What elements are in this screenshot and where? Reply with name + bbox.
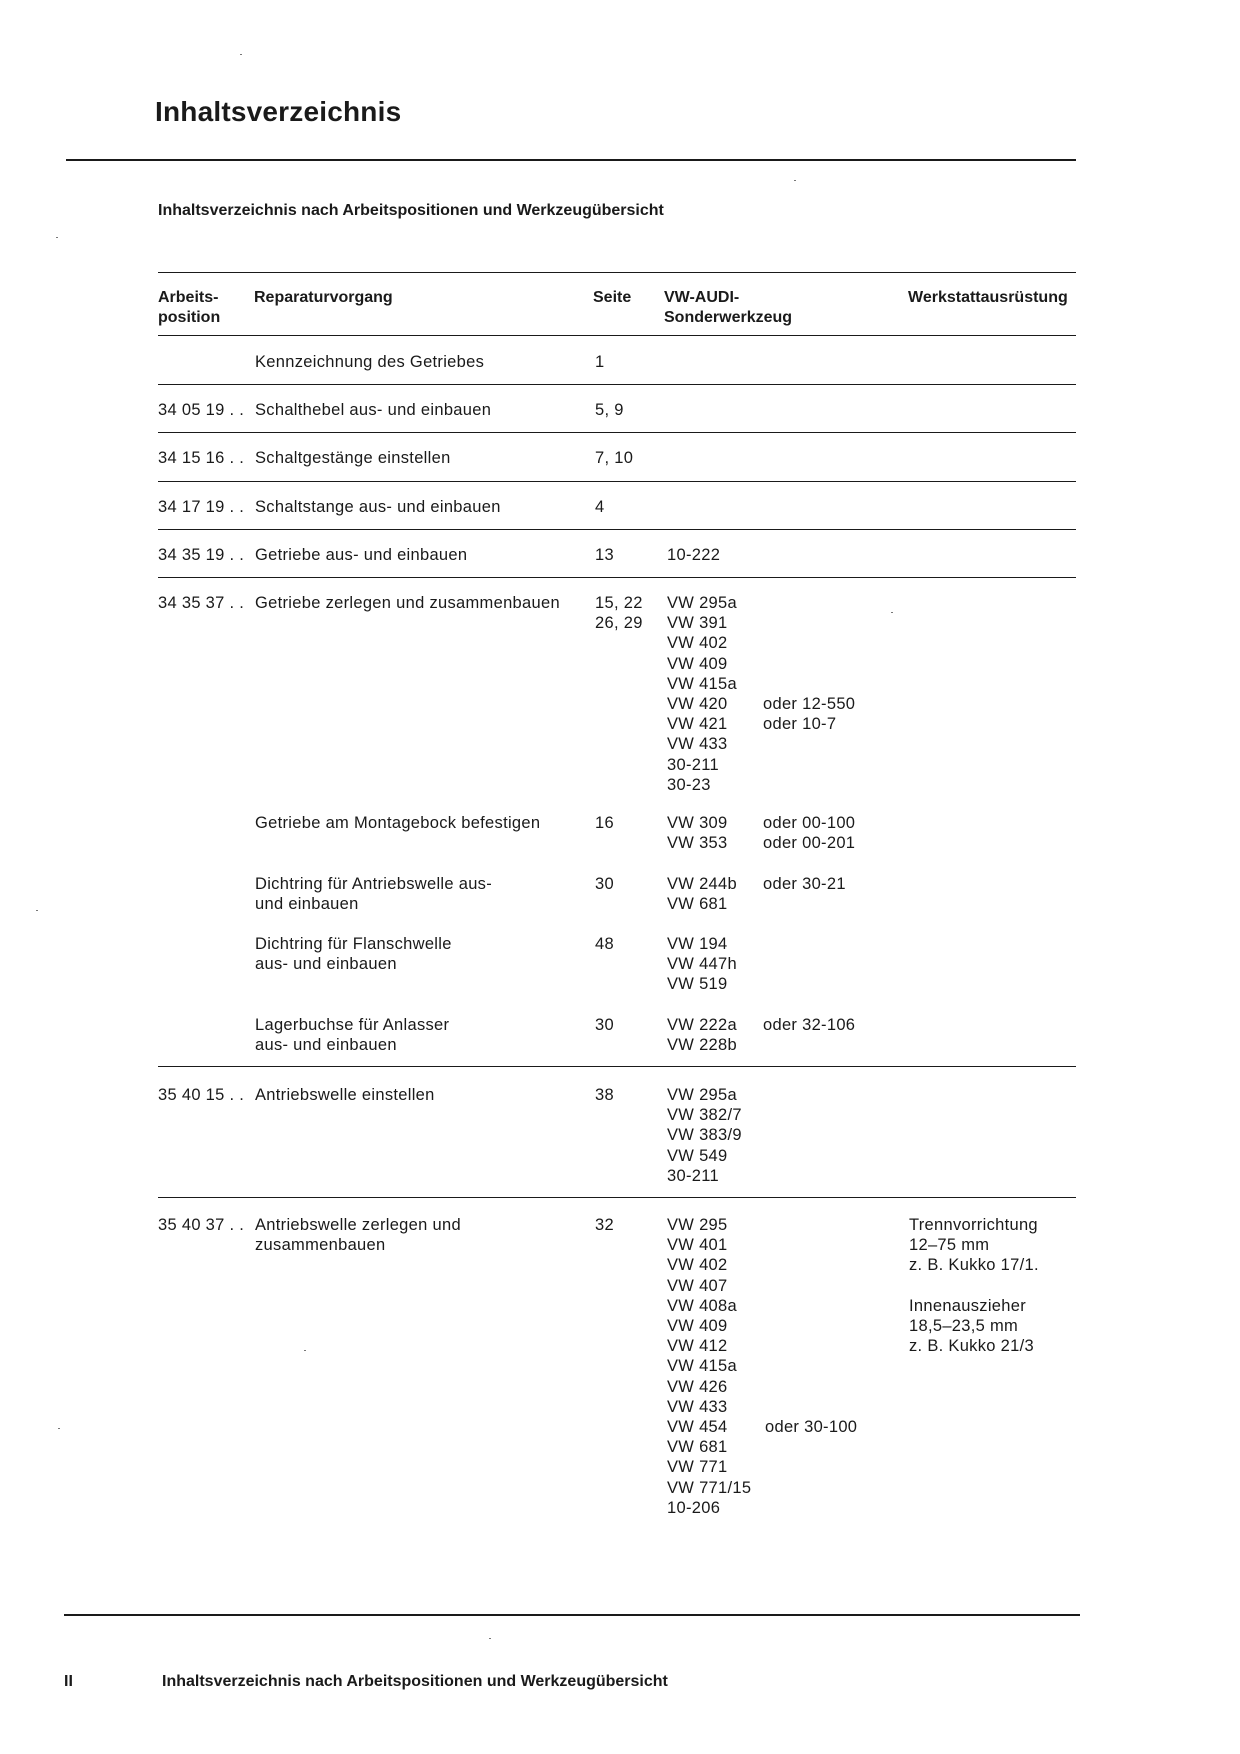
scan-speck <box>489 1638 491 1639</box>
scan-speck <box>36 910 38 911</box>
row-operation: Lagerbuchse für Anlasser aus- und einbauen <box>255 1016 450 1055</box>
row-divider <box>158 577 1076 578</box>
title-rule <box>66 159 1076 161</box>
header-bottom-rule <box>158 335 1076 336</box>
scan-speck <box>891 612 893 613</box>
scan-speck <box>794 180 796 181</box>
page-number: II <box>64 1673 73 1690</box>
header-page: Seite <box>593 289 632 306</box>
header-equipment: Werkstattausrüstung <box>908 289 1068 306</box>
row-page: 38 <box>595 1086 614 1104</box>
row-operation: Getriebe am Montagebock befestigen <box>255 814 541 832</box>
row-position: 35 40 37 . . <box>158 1216 245 1234</box>
row-page: 48 <box>595 935 614 953</box>
row-page: 15, 22 26, 29 <box>595 594 643 633</box>
footer-text: Inhaltsverzeichnis nach Arbeitspositionen und Werkzeugübersicht <box>162 1673 668 1690</box>
page-title: Inhaltsverzeichnis <box>155 96 402 127</box>
row-equipment: Trennvorrichtung 12–75 mm z. B. Kukko 17/1. Innenauszieher 18,5–23,5 mm z. B. Kukko 21/3 <box>909 1216 1039 1356</box>
row-alt-tool: oder 32-106 <box>763 1016 856 1034</box>
row-alt-tool: oder 12-550 oder 10-7 <box>763 695 856 734</box>
row-operation: Dichtring für Flanschwelle aus- und einbauen <box>255 935 452 974</box>
row-page: 7, 10 <box>595 449 634 467</box>
row-page: 32 <box>595 1216 614 1234</box>
row-divider <box>158 1066 1076 1067</box>
row-divider <box>158 432 1076 433</box>
row-alt-tool: oder 00-100 oder 00-201 <box>763 814 856 853</box>
row-operation: Getriebe zerlegen und zusammenbauen <box>255 594 560 612</box>
row-page: 30 <box>595 1016 614 1034</box>
scan-speck <box>58 1428 60 1429</box>
row-page: 5, 9 <box>595 401 624 419</box>
row-operation: Dichtring für Antriebswelle aus- und einbauen <box>255 875 493 914</box>
row-alt-tool: oder 30-100 <box>765 1418 858 1437</box>
row-page: 30 <box>595 875 614 893</box>
row-position: 35 40 15 . . <box>158 1086 245 1104</box>
row-divider <box>158 384 1076 385</box>
page-subtitle: Inhaltsverzeichnis nach Arbeitspositionen und Werkzeugübersicht <box>158 202 664 219</box>
header-operation: Reparaturvorgang <box>254 289 393 306</box>
row-divider <box>158 1197 1076 1198</box>
row-tool: VW 295 VW 401 VW 402 VW 407 VW 408a VW 409 VW 412 VW 415a VW 426 VW 433 VW 454 VW 681 VW 771 VW 771/15 10-206 <box>667 1216 752 1517</box>
row-page: 13 <box>595 546 614 564</box>
row-divider <box>158 481 1076 482</box>
row-alt-tool: oder 30-21 <box>763 875 846 893</box>
row-operation: Antriebswelle zerlegen und zusammenbauen <box>255 1216 461 1255</box>
row-operation: Getriebe aus- und einbauen <box>255 546 468 564</box>
row-tool: VW 309 VW 353 <box>667 814 728 853</box>
row-tool: VW 194 VW 447h VW 519 <box>667 935 737 994</box>
row-page: 1 <box>595 353 605 371</box>
row-position: 34 15 16 . . <box>158 449 245 467</box>
table-top-rule <box>158 272 1076 273</box>
row-position: 34 35 19 . . <box>158 546 245 564</box>
row-position: 34 05 19 . . <box>158 401 245 419</box>
row-operation: Antriebswelle einstellen <box>255 1086 435 1104</box>
row-position: 34 17 19 . . <box>158 498 245 516</box>
row-tool: VW 295a VW 382/7 VW 383/9 VW 549 30-211 <box>667 1086 742 1185</box>
footer-rule <box>64 1614 1080 1616</box>
row-tool: VW 295a VW 391 VW 402 VW 409 VW 415a VW 420 VW 421 VW 433 30-211 30-23 <box>667 594 737 794</box>
row-page: 16 <box>595 814 614 832</box>
row-operation: Schalthebel aus- und einbauen <box>255 401 492 419</box>
header-position: Arbeits- position <box>158 289 221 326</box>
header-tool: VW-AUDI- Sonderwerkzeug <box>664 289 793 326</box>
scan-speck <box>240 54 242 55</box>
row-operation: Kennzeichnung des Getriebes <box>255 353 485 371</box>
row-operation: Schaltgestänge einstellen <box>255 449 451 467</box>
row-page: 4 <box>595 498 605 516</box>
row-tool: VW 222a VW 228b <box>667 1016 737 1055</box>
row-tool: 10-222 <box>667 546 721 564</box>
row-position: 34 35 37 . . <box>158 594 245 612</box>
row-divider <box>158 529 1076 530</box>
row-operation: Schaltstange aus- und einbauen <box>255 498 501 516</box>
row-tool: VW 244b VW 681 <box>667 875 737 914</box>
scan-speck <box>304 1350 306 1351</box>
scan-speck <box>56 237 58 238</box>
